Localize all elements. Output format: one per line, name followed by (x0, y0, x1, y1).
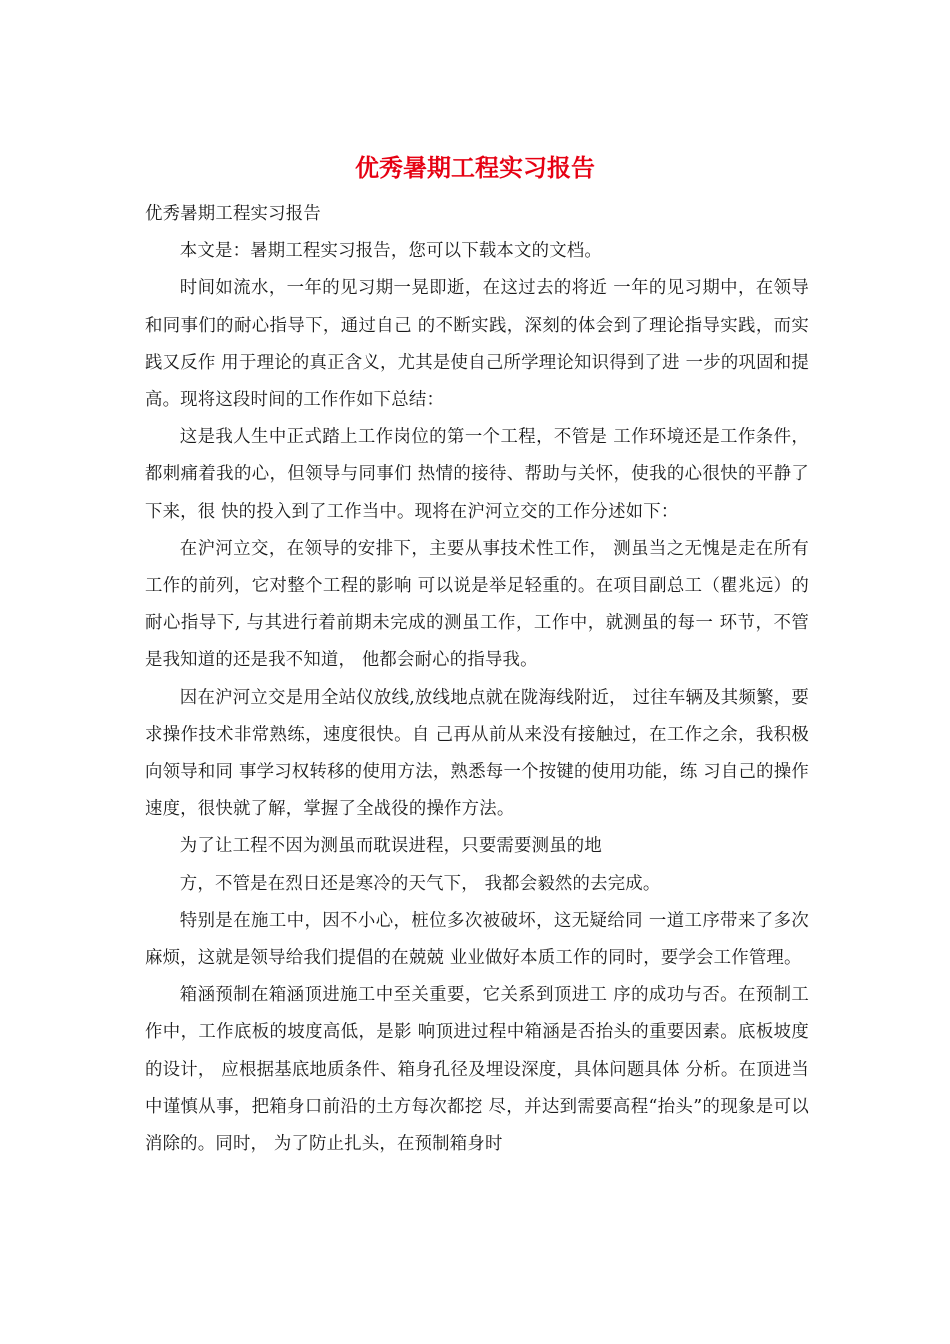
paragraph-management: 特别是在施工中，因不小心，桩位多次被破坏，这无疑给同 一道工序带来了多次麻烦，这就是领导给我们提倡的在兢兢 业业做好本质工作的同时，要学会工作管理。 (145, 910, 809, 969)
paragraph-total-station: 因在沪河立交是用全站仪放线,放线地点就在陇海线附近， 过往车辆及其频繁，要求操作技术非常熟练，速度很快。自 己再从前从来没有接触过，在工作之余，我积极向领导和同 事学习权转移的使用方法，熟悉每一个按键的使用功能，练 习自己的操作速度，很快就了解，掌握了全战役的操作方法。 (145, 687, 809, 820)
document-subtitle: 优秀暑期工程实习报告 (145, 204, 321, 224)
paragraph-first-project: 这是我人生中正式踏上工作岗位的第一个工程，不管是 工作环境还是工作条件，都刺痛着我的心，但领导与同事们 热情的接待、帮助与关怀，使我的心很快的平静了下来，很 快的投入到了工作当中。现将在沪河立交的工作分述如下： (145, 427, 809, 522)
paragraph-intro: 本文是：暑期工程实习报告，您可以下载本文的文档。 (179, 241, 602, 262)
document-body (145, 196, 809, 1163)
paragraph-schedule-line1: 为了让工程不因为测虽而耽误进程，只要需要测虽的地 (179, 836, 602, 857)
paragraph-box-culvert: 箱涵预制在箱涵顶进施工中至关重要，它关系到顶进工 序的成功与否。在预制工作中，工作底板的坡度高低，是影 响顶进过程中箱涵是否抬头的重要因素。底板坡度的设计， 应根据基底地质条件、箱身孔径及埋设深度，具体问题具体 分析。在顶进当中谨慎从事，把箱身口前沿的土方每次都挖 尽，并达到需要高程“抬头”的现象是可以消除的。同时， 为了防止扎头，在预制箱身时 (145, 985, 809, 1155)
document-title: 优秀暑期工程实习报告 (355, 153, 595, 182)
paragraph-surveying-role: 在沪河立交，在领导的安排下，主要从事技术性工作， 测虽当之无愧是走在所有工作的前列，它对整个工程的影响 可以说是举足轻重的。在项目副总工（瞿兆远）的耐心指导下, 与其进行着前期未完成的测虽工作，工作中，就测虽的每一 环节，不管是我知道的还是我不知道， 他都会耐心的指导我。 (145, 538, 809, 671)
paragraph-overview: 时间如流水，一年的见习期一晃即逝，在这过去的将近 一年的见习期中，在领导和同事们的耐心指导下，通过自己 的不断实践，深刻的体会到了理论指导实践，而实践又反作 用于理论的真正含义，尤其是使自己所学理论知识得到了进 一步的巩固和提高。现将这段时间的工作作如下总结： (145, 278, 809, 411)
paragraph-schedule-line2: 方，不管是在烈日还是寒冷的天气下， 我都会毅然的去完成。 (179, 873, 661, 894)
